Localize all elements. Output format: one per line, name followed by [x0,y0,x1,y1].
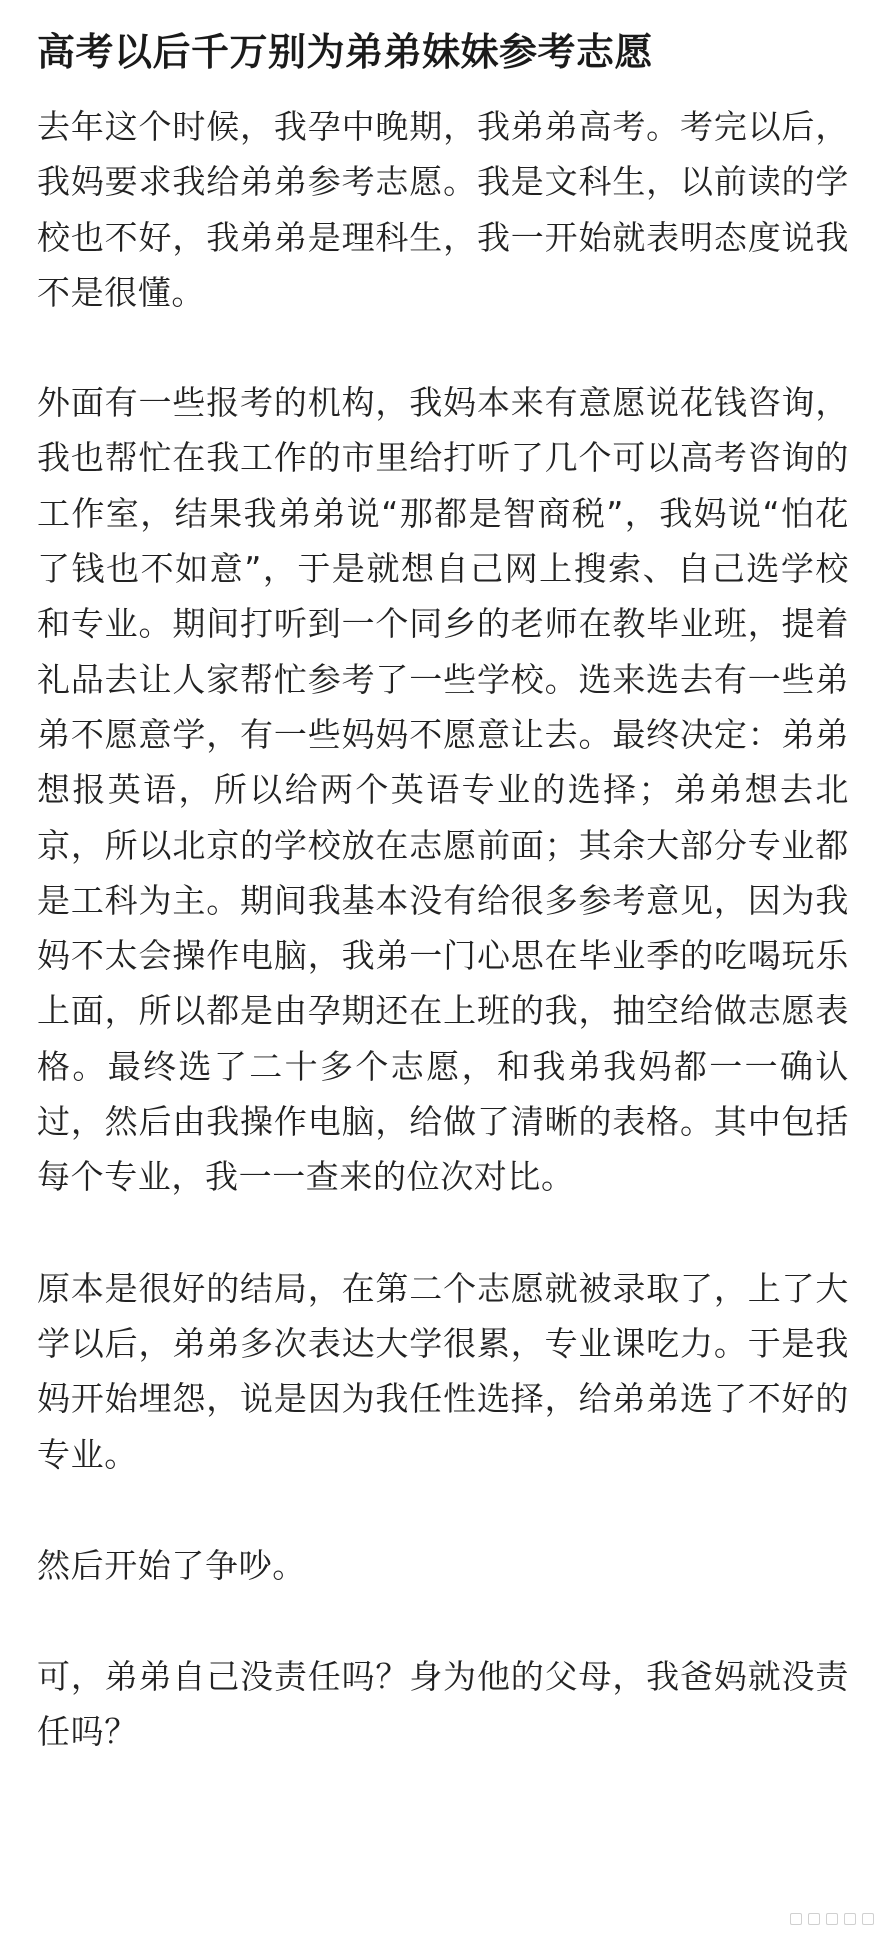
watermark [754,1911,874,1927]
post-title: 高考以后千万别为弟弟妹妹参考志愿 [37,30,654,74]
watermark-glyph [790,1913,802,1925]
paragraph-5: 可，弟弟自己没责任吗？身为他的父母，我爸妈就没责任吗？ [37,1657,849,1752]
watermark-glyph [808,1913,820,1925]
watermark-glyph [862,1913,874,1925]
watermark-glyph [844,1913,856,1925]
watermark-glyph [826,1913,838,1925]
paragraph-2: 外面有一些报考的机构，我妈本来有意愿说花钱咨询，我也帮忙在我工作的市里给打听了几个可以高考咨询的工作室，结果我弟弟说“那都是智商税”，我妈说“怕花了钱也不如意”，于是就想自己网上搜索、自己选学校和专业。期间打听到一个同乡的老师在教毕业班，提着礼品去让人家帮忙参考了一些学校。选来选去有一些弟弟不愿意学，有一些妈妈不愿意让去。最终决定：弟弟想报英语，所以给两个英语专业的选择；弟弟想去北京，所以北京的学校放在志愿前面；其余大部分专业都是工科为主。期间我基本没有给很多参考意见，因为我妈不太会操作电脑，我弟一门心思在毕业季的吃喝玩乐上面，所以都是由孕期还在上班的我，抽空给做志愿表格。最终选了二十多个志愿，和我弟我妈都一一确认过，然后由我操作电脑，给做了清晰的表格。其中包括每个专业，我一一查来的位次对比。 [37,383,849,1197]
paragraph-1: 去年这个时候，我孕中晚期，我弟弟高考。考完以后，我妈要求我给弟弟参考志愿。我是文科生，以前读的学校也不好，我弟弟是理科生，我一开始就表明态度说我不是很懂。 [37,107,849,312]
post-content [37,22,849,1760]
paragraph-3: 原本是很好的结局，在第二个志愿就被录取了，上了大学以后，弟弟多次表达大学很累，专业课吃力。于是我妈开始埋怨，说是因为我任性选择，给弟弟选了不好的专业。 [37,1268,849,1474]
paragraph-4: 然后开始了争吵。 [37,1545,306,1585]
